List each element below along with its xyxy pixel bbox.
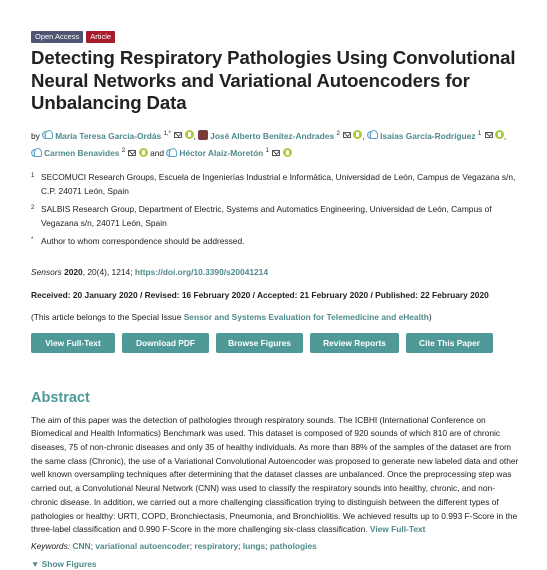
mail-icon[interactable] bbox=[174, 132, 182, 138]
keyword-link[interactable]: respiratory bbox=[194, 540, 239, 551]
affiliation-number: * bbox=[31, 237, 34, 244]
article-page bbox=[31, 31, 521, 570]
abstract-heading: Abstract bbox=[31, 389, 90, 406]
author-avatar-icon bbox=[166, 148, 177, 158]
author-sup-4: 2 bbox=[121, 147, 126, 154]
author-sup-3: 1 bbox=[477, 130, 482, 137]
orcid-icon[interactable] bbox=[495, 130, 504, 139]
keyword-link[interactable]: pathologies bbox=[269, 540, 317, 551]
keyword-link[interactable]: CNN bbox=[72, 540, 91, 551]
affiliation-text: SECOMUCI Research Groups, Escuela de Ingenierías Industrial e Informática, Universidad de León, Campus de Vegazana s/n, C.P. 24071 León, Spain bbox=[41, 172, 516, 196]
action-buttons bbox=[31, 333, 521, 353]
show-figures-toggle[interactable]: ▼ Show Figures bbox=[31, 558, 97, 569]
journal-name: Sensors bbox=[31, 266, 62, 277]
affiliations bbox=[31, 171, 521, 249]
orcid-icon[interactable] bbox=[185, 130, 194, 139]
author-sup-5: 1 bbox=[265, 147, 269, 154]
affiliation-item bbox=[31, 203, 521, 230]
author-list: by María Teresa García-Ordás $^{1,*}$ , José Alberto Benítez-Andrades $^2$ , Isaías García-Rodríguez $^1$ , Carmen Benavides $^2$ and Héctor Alaiz-Moretón $^1$ bbox=[31, 130, 507, 158]
author-avatar-icon bbox=[367, 130, 378, 140]
affiliation-item bbox=[31, 171, 521, 198]
cite-this-paper-button[interactable]: Cite This Paper bbox=[406, 333, 493, 353]
orcid-icon[interactable] bbox=[353, 130, 362, 139]
view-full-text-button[interactable]: View Full-Text bbox=[31, 333, 115, 353]
author-link-4[interactable]: Carmen Benavides bbox=[44, 147, 120, 158]
and-label: and bbox=[150, 147, 165, 158]
badges bbox=[31, 31, 521, 43]
special-issue-note bbox=[31, 311, 521, 323]
affiliation-number: 2 bbox=[31, 205, 35, 212]
orcid-icon[interactable] bbox=[283, 148, 292, 157]
article-badge: Article bbox=[86, 31, 115, 43]
review-reports-button[interactable]: Review Reports bbox=[310, 333, 399, 353]
mail-icon[interactable] bbox=[272, 150, 280, 156]
author-link-3[interactable]: Isaías García-Rodríguez bbox=[380, 130, 476, 141]
abstract-body: The aim of this paper was the detection of pathologies through respiratory sounds. The ICBHI (International Conference on Biomedical and Health Informatics) Benchmark was used. This dataset is composed of 920 sounds of which 810 are of chronic diseases, 75 of non-chronic diseases and only 35 of healthy individuals. As more than 88% of the samples of the dataset are from the same class (Chronic), the use of a Variational Convolutional Autoencoder was proposed to generate new labeled data and other well known oversampling techniques after determining that the dataset classes are unbalanced. Once the preprocessing step was carried out, a Convolutional Neural Network (CNN) was used to classify the respiratory sounds into healthy, chronic, and non-chronic disease. In addition, we carried out a more challenging classification trying to distinguish between the different types of pathologies or healthy: URTI, COPD, Bronchiectasis, Pneumonia, and Bronchiolitis. We achieved results up to 0.993 F-Score in the three-label classification and 0.990 F-Score in the more challenging six-class classification. bbox=[31, 414, 519, 535]
browse-figures-button[interactable]: Browse Figures bbox=[216, 333, 303, 353]
keyword-link[interactable]: lungs bbox=[242, 540, 266, 551]
author-avatar-icon bbox=[31, 148, 42, 158]
by-label: by bbox=[31, 130, 40, 141]
special-issue-suffix: ) bbox=[428, 311, 432, 322]
author-link-1[interactable]: María Teresa García-Ordás bbox=[55, 130, 162, 141]
citation-line bbox=[31, 266, 521, 278]
special-issue-prefix: (This article belongs to the Special Issue bbox=[31, 311, 184, 322]
author-avatar-icon bbox=[42, 130, 53, 140]
keywords: Keywords: CNN; variational autoencoder; respiratory; lungs; pathologies bbox=[31, 540, 317, 551]
citation-volume: , 20(4), 1214; bbox=[82, 266, 135, 277]
author-sup-1: 1,* bbox=[163, 130, 171, 137]
keyword-link[interactable]: variational autoencoder bbox=[95, 540, 190, 551]
citation-year: 2020 bbox=[64, 266, 83, 277]
mail-icon[interactable] bbox=[343, 132, 351, 138]
affiliation-number: 1 bbox=[31, 173, 35, 180]
publication-dates: Received: 20 January 2020 / Revised: 16 February 2020 / Accepted: 21 February 2020 / Published: 22 February 2020 bbox=[31, 289, 489, 300]
abstract-text bbox=[31, 414, 521, 537]
affiliation-text: SALBIS Research Group, Department of Electric, Systems and Automatics Engineering, Universidad de León, Campus of Vegazana s/n, 24071 León, Spain bbox=[41, 204, 492, 228]
author-link-5[interactable]: Héctor Alaiz-Moretón bbox=[179, 147, 264, 158]
mail-icon[interactable] bbox=[485, 132, 493, 138]
author-sup-2: 2 bbox=[336, 130, 340, 137]
author-photo-icon bbox=[198, 130, 208, 140]
orcid-icon[interactable] bbox=[139, 148, 148, 157]
abstract-full-text-link[interactable]: View Full-Text bbox=[369, 524, 426, 535]
affiliation-text: Author to whom correspondence should be addressed. bbox=[41, 236, 245, 247]
article-title: Detecting Respiratory Pathologies Using Convolutional Neural Networks and Variational Autoencoders for Unbalancing Data bbox=[31, 47, 516, 113]
affiliation-item bbox=[31, 235, 521, 249]
open-access-badge[interactable]: Open Access bbox=[31, 31, 83, 43]
mail-icon[interactable] bbox=[128, 150, 136, 156]
author-link-2[interactable]: José Alberto Benítez-Andrades bbox=[210, 130, 335, 141]
special-issue-link[interactable]: Sensor and Systems Evaluation for Telemedicine and eHealth bbox=[183, 311, 429, 322]
download-pdf-button[interactable]: Download PDF bbox=[122, 333, 209, 353]
keywords-label: Keywords: bbox=[31, 540, 71, 551]
doi-link[interactable]: https://doi.org/10.3390/s20041214 bbox=[134, 266, 268, 277]
